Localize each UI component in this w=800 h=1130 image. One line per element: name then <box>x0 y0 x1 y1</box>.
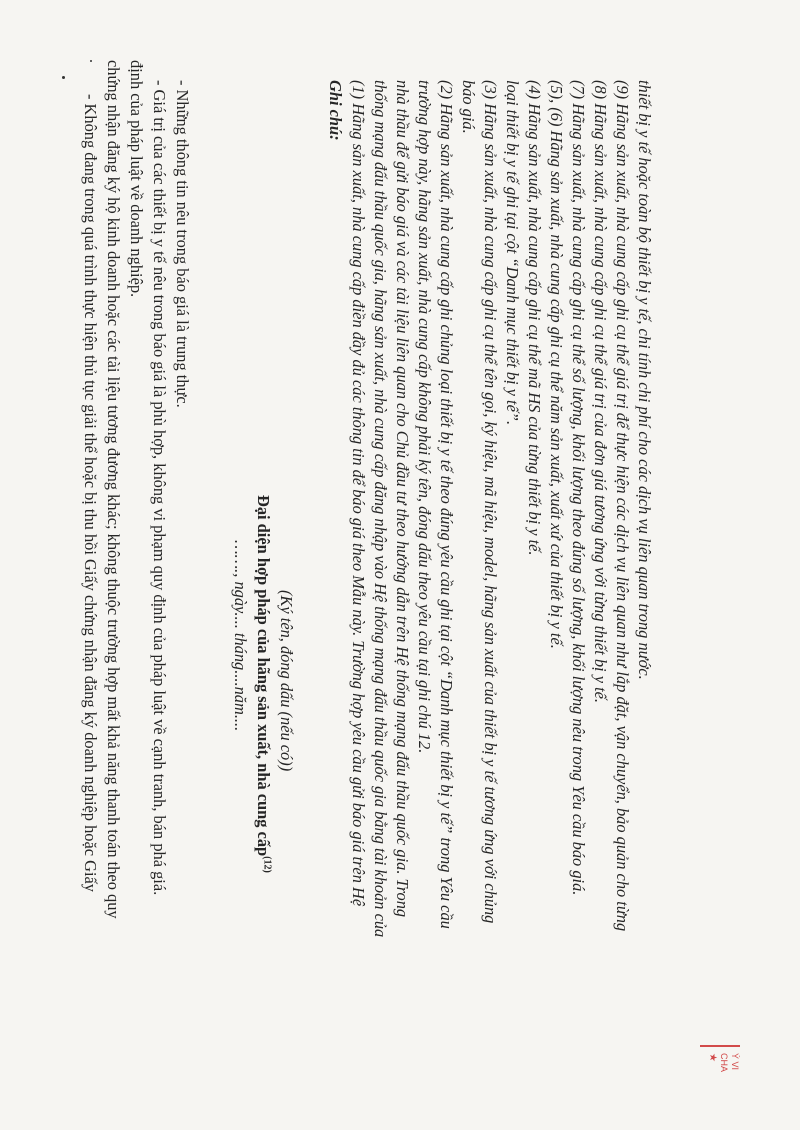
commitment-line: - Những thông tin nêu trong báo giá là trung thực. <box>173 80 192 408</box>
commitment-line: định của pháp luật về doanh nghiệp. <box>127 60 146 298</box>
commitment-line: - Giá trị của các thiết bị y tế nêu trong báo giá là phù hợp, không vi phạm quy định của pháp luật về cạnh tranh, bán phá giá. <box>150 80 169 896</box>
note-line: (4) Hãng sản xuất, nhà cung cấp ghi cụ thể mã HS của từng thiết bị y tế. <box>525 80 544 556</box>
note-line: thiết bị y tế hoặc toàn bộ thiết bị y tế, chi tính chi phí cho các dịch vụ liên quan trong nước. <box>635 80 654 680</box>
note-line: (9) Hãng sản xuất, nhà cung cấp ghi cụ thể giá trị để thực hiện các dịch vụ liên quan như lắp đặt, vận chuyển, bảo quản cho từng <box>613 80 632 932</box>
note-line: loại thiết bị y tế ghi tại cột “Danh mục thiết bị y tế”. <box>503 80 522 426</box>
note-line: trường hợp này, hãng sản xuất, nhà cung cấp không phải ký tên, đóng dấu theo yêu cầu tại ghi chú 12. <box>415 80 434 754</box>
note-line: (8) Hãng sản xuất, nhà cung cấp ghi cụ thể giá trị của đơn giá tương ứng với từng thiết bị y tế. <box>591 80 610 704</box>
stamp-text: Ý VI <box>730 1053 740 1071</box>
red-stamp-fragment <box>700 1045 740 1123</box>
note-line: thống mạng đấu thầu quốc gia, hãng sản xuất, nhà cung cấp đăng nhập vào Hệ thống mạng đấu thầu quốc gia bằng tài khoản của <box>371 80 390 938</box>
commitment-line: chứng nhận đăng ký hộ kinh doanh hoặc các tài liệu tương đương khác; không thuộc trường hợp mất khả năng thanh toán theo quy <box>104 60 123 919</box>
note-line: nhà thầu để gửi báo giá và các tài liệu liên quan cho Chủ đầu tư theo hướng dẫn trên Hệ thống mạng đấu thầu quốc gia. Trong <box>393 80 412 918</box>
signature-subtitle: (Ký tên, đóng dấu (nếu có)) <box>277 590 296 772</box>
stamp-star-icon: ★ <box>707 1053 718 1062</box>
note-line: (5), (6) Hãng sản xuất, nhà cung cấp ghi cụ thể năm sản xuất, xuất xứ của thiết bị y tế. <box>547 80 566 649</box>
note-line: (1) Hãng sản xuất, nhà cung cấp điền đầy đủ các thông tin để báo giá theo Mẫu này. Trường hợp yêu cầu gửi báo giá trên Hệ <box>349 80 368 907</box>
notes-heading: Ghi chú: <box>326 80 345 141</box>
note-line: (7) Hãng sản xuất, nhà cung cấp ghi cụ thể số lượng, khối lượng theo đúng số lượng, khối lượng nêu trong Yêu cầu báo giá. <box>569 80 588 896</box>
note-line: (3) Hãng sản xuất, nhà cung cấp ghi cụ thể tên gọi, ký hiệu, mã hiệu, model, hãng sản xuất của thiết bị y tế tương ứng với chủng <box>481 80 500 924</box>
signature-footnote-ref: (12) <box>261 856 273 873</box>
signature-date: ……., ngày.... tháng....năm.... <box>231 540 250 732</box>
stamp-text: CHA <box>719 1053 729 1073</box>
commitment-line: - Không đang trong quá trình thực hiện thủ tục giải thể hoặc bị thu hồi Giấy chứng nhận đăng ký doanh nghiệp hoặc Giấy <box>81 94 100 892</box>
note-line: báo giá. <box>459 80 478 134</box>
signature-title: Đại diện hợp pháp của hãng sản xuất, nhà cung cấp$^{(12)}$ <box>254 495 273 873</box>
note-line: (2) Hãng sản xuất, nhà cung cấp ghi chủng loại thiết bị y tế theo đúng yêu cầu ghi tại cột “Danh mục thiết bị y tế” trong Yêu cầu <box>437 80 456 929</box>
